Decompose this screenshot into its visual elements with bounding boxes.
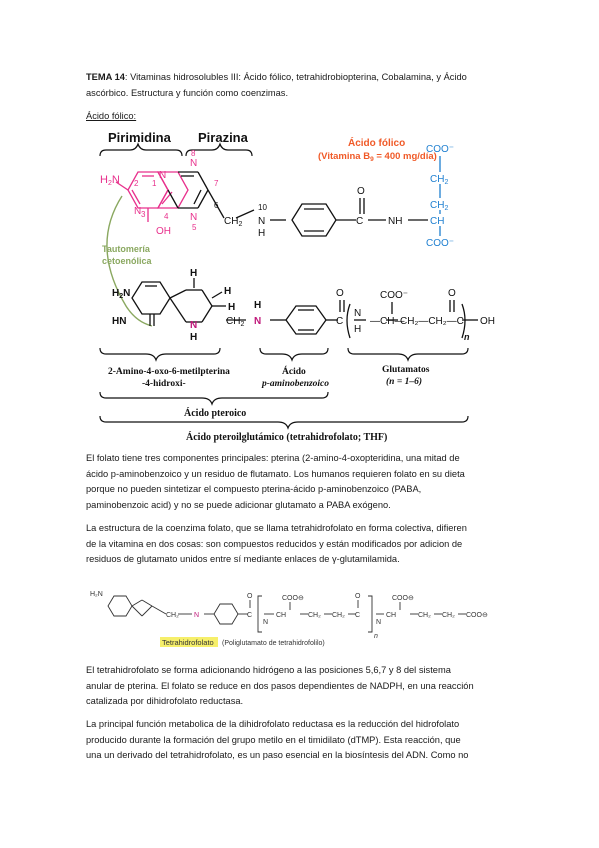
- oh-end-thf: OH: [480, 316, 495, 327]
- ch-alpha: CH: [430, 216, 445, 227]
- nh-fig2: N: [194, 612, 200, 619]
- thf-ring: [132, 278, 478, 338]
- para-3-line: catalizada por dihidrofolato reductasa.: [86, 696, 244, 707]
- h5-thf: H: [190, 332, 198, 343]
- h-right-thf: H: [224, 286, 232, 297]
- o-carbonyl: O: [357, 186, 365, 197]
- ch2-thf: $CH_2$: [226, 316, 245, 328]
- ch2c-fig2: CH₂: [418, 612, 431, 619]
- chain-thf: CH₂—CH₂—C: [400, 316, 464, 327]
- coo-top: COO⁻: [426, 144, 455, 155]
- num-5: 5: [192, 223, 197, 232]
- para-4-line: La principal función metabolica de la dihidrofolato reductasa es la reducción del hidrofolato: [86, 719, 460, 729]
- n5: N: [190, 212, 198, 223]
- para-3-line: anular de pterina. El folato se reduce en dos pasos dependientes de NADPH, en una reacción: [86, 680, 474, 691]
- nh-amide: NH: [388, 216, 403, 227]
- para-4-line: una un derivado del tetrahidrofolato, es un paso esencial en la biosíntesis del ADN. Como no: [86, 750, 469, 761]
- h10: H: [258, 228, 266, 239]
- pteroico-label: Ácido pteroico: [184, 408, 247, 419]
- o-end-thf: O: [448, 288, 456, 299]
- para-2-line: residuos de glutamato unidos entre sí mediante enlaces de γ-glutamilamida.: [86, 554, 400, 565]
- para-1-line: El folato tiene tres componentes principales: pterina (2-amino-4-oxopteridina, una mitad de: [86, 453, 460, 463]
- tema-heading: [86, 70, 516, 86]
- para-1-line: porque no pueden sintetizar el compuesto pterina-ácido p-aminobenzoico (PABA,: [86, 484, 422, 495]
- o-thf: O: [336, 288, 344, 299]
- brace-paba: [260, 348, 328, 360]
- c-thf: C: [336, 316, 344, 327]
- c-fig2: C: [247, 612, 253, 619]
- para-1-line: ácido p-aminobenzoico y un residuo de flutamato. Los humanos requieren folato en su dieta: [86, 468, 465, 479]
- brace-thf: [100, 416, 468, 428]
- h2n-fig2: H₂N: [90, 591, 103, 598]
- pirimidina-brace: [100, 144, 182, 156]
- para-1-line: paminobenzoic acid) y no se puede adicionar glutamato a PABA exógeno.: [86, 499, 391, 510]
- tema-label: TEMA 14: [86, 72, 125, 82]
- polyglutamate-figure: [86, 574, 516, 652]
- num-4: 4: [164, 212, 169, 221]
- n-sub-thf: n: [464, 332, 470, 342]
- pirazina-label: Pirazina: [198, 130, 248, 145]
- h-nh-thf: H: [354, 324, 362, 335]
- para-1: [86, 451, 516, 513]
- h2n-thf: $H_2N$: [112, 288, 131, 300]
- benzene-top: [270, 198, 428, 236]
- num-10: 10: [258, 203, 267, 212]
- num-7: 7: [214, 179, 219, 188]
- o2-fig2: O: [355, 593, 361, 600]
- n-sub-fig2: n: [374, 633, 378, 640]
- n10: N: [258, 216, 266, 227]
- brace-pteroico: [100, 392, 328, 404]
- coo-bottom: COO⁻: [426, 238, 455, 249]
- coo-fig2: COO⊖: [282, 595, 304, 602]
- h2n-pink: H2N: [100, 174, 120, 187]
- para-2: [86, 521, 516, 568]
- h-top-thf: H: [190, 268, 198, 279]
- pirazina-brace: [186, 144, 252, 156]
- tautomeria-label: Tautomería: [102, 244, 150, 254]
- para-3-line: El tetrahidrofolato se forma adicionando hidrógeno a las posiciones 5,6,7 y 8 del sistema: [86, 665, 451, 675]
- thf-label: Ácido pteroilglutámico (tetrahidrofolato; THF): [186, 432, 388, 443]
- glut-label-2: (n = 1–6): [386, 377, 423, 387]
- num-1: 1: [152, 179, 157, 188]
- n5-thf: N: [190, 320, 198, 331]
- cetoenolica-label: cetoenólica: [102, 256, 152, 266]
- pterina-label-2: -4-hidroxi-: [142, 379, 186, 389]
- ch2-link: $CH_2$: [224, 216, 243, 228]
- ch2-a: $CH_2$: [430, 174, 449, 186]
- n10-thf: N: [254, 316, 262, 327]
- n8: N: [190, 158, 198, 169]
- ch2d-fig2: CH₂: [442, 612, 455, 619]
- paba-label-1: Ácido: [282, 367, 306, 377]
- num-6: 6: [214, 201, 219, 210]
- para-2-line: de la vitamina en dos cosas: son compuestos reducidos y están modificados por adicion de: [86, 538, 463, 549]
- coo-end-fig2: COO⊖: [466, 612, 488, 619]
- acido-folico-label: Ácido fólico: [348, 138, 406, 149]
- coo-thf: COO⁻: [380, 290, 409, 301]
- brace-pterina: [100, 348, 220, 360]
- para-4: [86, 717, 516, 764]
- o-fig2: O: [247, 593, 253, 600]
- ch2-glu-fig2: CH: [386, 612, 397, 619]
- c2-fig2: C: [355, 612, 361, 619]
- vitamina-b9-label: (Vitamina $B_9 = 400$ mg/día): [318, 151, 437, 163]
- oh-pink: OH: [156, 226, 171, 237]
- pyrazine-ring: [168, 172, 254, 218]
- tema-title: : Vitaminas hidrosolubles III: Ácido fólico, tetrahidrobiopterina, Cobalamina, y Ácido: [124, 72, 467, 82]
- glut-label-1: Glutamatos: [382, 365, 430, 375]
- ch-thf: —CH—: [370, 316, 405, 327]
- c-carbonyl: C: [356, 216, 364, 227]
- n-fig2: CH₂: [166, 612, 179, 619]
- tema-heading-line2: ascórbico. Estructura y función como coenzimas.: [86, 88, 289, 98]
- num-2: 2: [134, 179, 139, 188]
- nh-thf: N: [354, 308, 362, 319]
- n3: N: [134, 206, 142, 217]
- para-3: [86, 663, 516, 710]
- folic-acid-figure: [86, 126, 516, 444]
- num-8: 8: [191, 149, 196, 158]
- h10-thf: H: [254, 300, 262, 311]
- num-3: 3: [141, 210, 146, 219]
- hn3-thf: HN: [112, 316, 127, 327]
- ch2-b: $CH_2$: [430, 200, 449, 212]
- ch2a-fig2: CH₂: [308, 612, 321, 619]
- para-2-line: La estructura de la coenzima folato, que se llama tetrahidrofolato en forma colectiva, difieren: [86, 523, 467, 533]
- brace-glut: [348, 348, 468, 360]
- para-4-line: producido durante la formación del grupo metilo en el timidilato (dTMP). Esta reacción, que: [86, 734, 461, 745]
- ch2b-fig2: CH₂: [332, 612, 345, 619]
- n2-glu-fig2: N: [376, 619, 382, 626]
- paba-label-2: p-aminobenzoico: [262, 379, 330, 389]
- pterina-label-1: 2-Amino-4-oxo-6-metilpterina: [108, 367, 230, 377]
- section-title: Ácido fólico:: [86, 111, 137, 121]
- coo2-fig2: COO⊖: [392, 595, 414, 602]
- tetrahidrofolato-label: Tetrahidrofolato: [162, 638, 214, 647]
- ch-glu-fig2: CH: [276, 612, 287, 619]
- h-right2-thf: H: [228, 302, 236, 313]
- n-glu-fig2: N: [263, 619, 269, 626]
- pirimidina-label: Pirimidina: [108, 130, 171, 145]
- n1: N: [159, 170, 167, 181]
- poliglutamato-caption: (Poliglutamato de tetrahidrofolilo): [222, 640, 325, 647]
